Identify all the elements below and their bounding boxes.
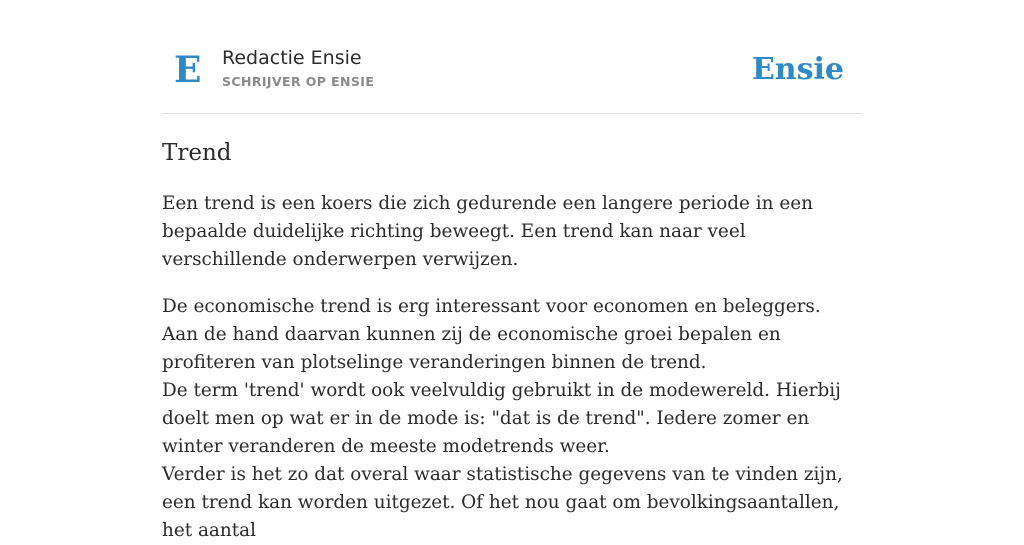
article-paragraph: De economische trend is erg interessant voor economen en beleggers. Aan de hand daarvan kunnen zij de economische groei bepalen en profiteren van plotselinge veranderingen binnen de trend.	[162, 296, 821, 373]
author-role: SCHRIJVER OP ENSIE	[222, 74, 375, 89]
article-title: Trend	[162, 140, 232, 166]
article-paragraph: Verder is het zo dat overal waar statistische gegevens van te vinden zijn, een trend kan worden uitgezet. Of het nou gaat om bevolkingsaantallen, het aantal	[162, 464, 843, 541]
author-name[interactable]: Redactie Ensie	[222, 47, 362, 69]
article-paragraph: Een trend is een koers die zich gedurende een langere periode in een bepaalde duidelijke richting beweegt. Een trend kan naar veel verschillende onderwerpen verwijzen.	[162, 193, 813, 270]
brand-logo[interactable]: Ensie	[751, 52, 844, 87]
author-avatar[interactable]: E	[174, 49, 202, 91]
article-header	[162, 0, 862, 114]
article-paragraph: De term 'trend' wordt ook veelvuldig gebruikt in de modewereld. Hierbij doelt men op wat er in de mode is: "dat is de trend". Iedere zomer en winter veranderen de meeste modetrends weer.	[162, 380, 841, 457]
article-body	[162, 190, 862, 545]
article-container	[162, 0, 862, 541]
